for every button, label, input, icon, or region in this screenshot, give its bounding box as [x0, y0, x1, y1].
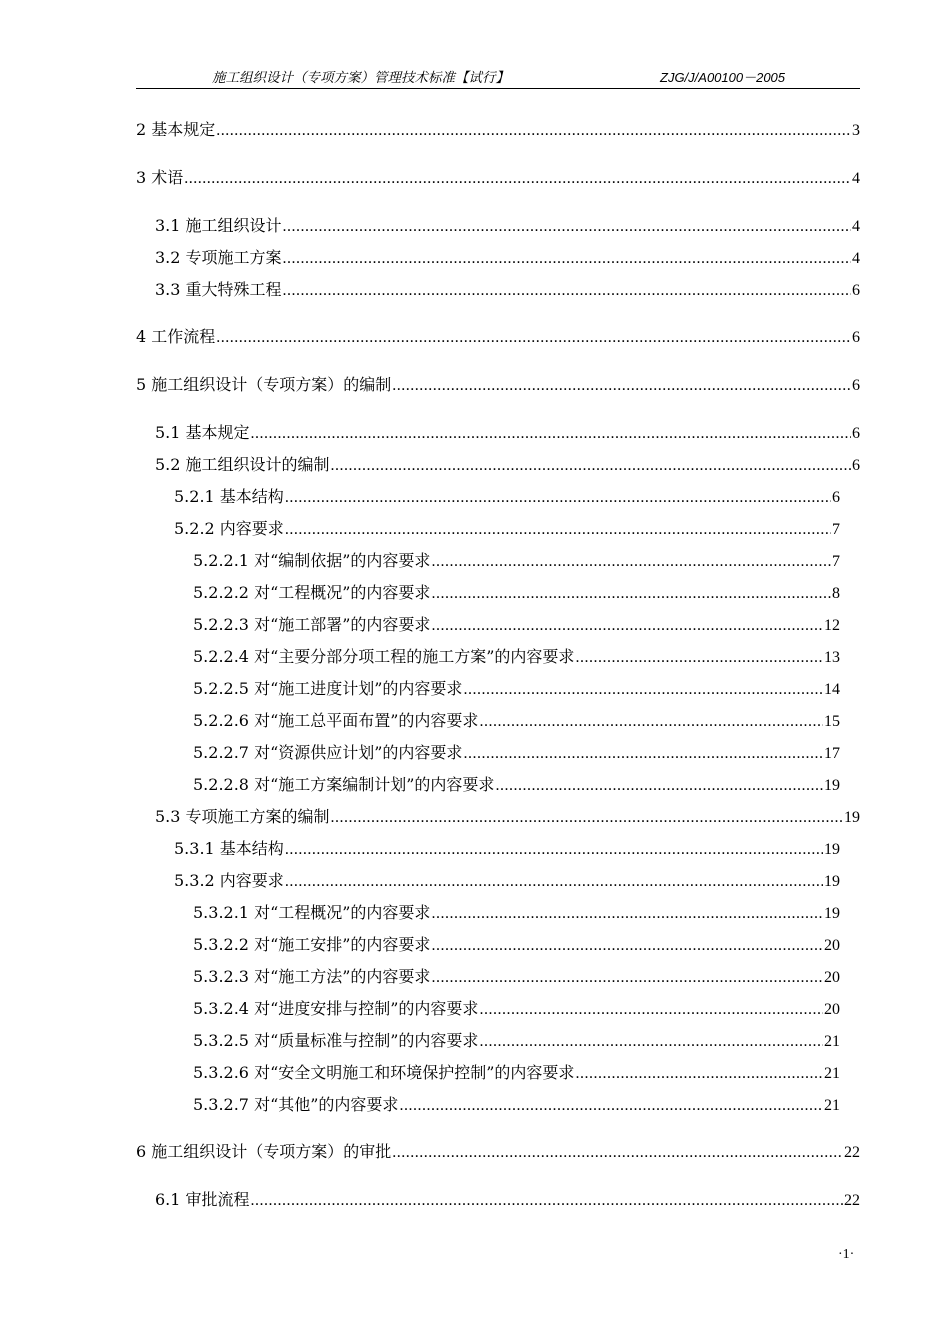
toc-leader-dots	[251, 422, 851, 446]
toc-leader-dots	[285, 870, 823, 894]
toc-entry-label: 6.1 审批流程	[155, 1190, 250, 1209]
toc-leader-dots	[283, 247, 851, 271]
toc-entry-page: 19	[824, 905, 840, 922]
toc-entry-page: 13	[824, 649, 840, 666]
toc-entry-label: 5.3.2.1 对“工程概况”的内容要求	[193, 903, 431, 922]
toc-leader-dots	[431, 582, 831, 606]
toc-entry-page: 19	[824, 777, 840, 794]
toc-entry-page: 3	[852, 122, 860, 139]
toc-entry-5-2-2-3[interactable]	[193, 613, 840, 637]
toc-entry-label: 5.2.2.8 对“施工方案编制计划”的内容要求	[193, 775, 495, 794]
toc-entry-page: 7	[832, 553, 840, 570]
toc-entry-page: 21	[824, 1097, 840, 1114]
toc-entry-page: 22	[844, 1192, 860, 1209]
toc-entry-5-2-2-2[interactable]	[193, 581, 840, 605]
toc-entry-label: 5.3.1 基本结构	[174, 839, 284, 858]
toc-entry-3-1[interactable]	[155, 214, 860, 238]
toc-entry-page: 6	[852, 329, 860, 346]
toc-leader-dots	[431, 614, 823, 638]
toc-entry-page: 6	[832, 489, 840, 506]
toc-entry-5-2-2-8[interactable]	[193, 773, 840, 797]
toc-leader-dots	[431, 934, 823, 958]
toc-entry-label: 5 施工组织设计（专项方案）的编制	[136, 375, 392, 394]
toc-leader-dots	[399, 1094, 823, 1118]
toc-entry-page: 6	[852, 282, 860, 299]
toc-leader-dots	[479, 998, 823, 1022]
toc-entry-label: 5.2.2.4 对“主要分部分项工程的施工方案”的内容要求	[193, 647, 575, 666]
toc-entry-5-3-1[interactable]	[174, 837, 840, 861]
toc-leader-dots	[392, 1141, 843, 1165]
toc-entry-page: 22	[844, 1144, 860, 1161]
toc-leader-dots	[331, 454, 851, 478]
toc-entry-label: 2 基本规定	[136, 120, 216, 139]
toc-entry-page: 6	[852, 457, 860, 474]
toc-entry-label: 3.1 施工组织设计	[155, 216, 282, 235]
toc-leader-dots	[575, 1062, 823, 1086]
toc-entry-5-1[interactable]	[155, 421, 860, 445]
toc-leader-dots	[479, 710, 823, 734]
toc-entry-5-3-2-4[interactable]	[193, 997, 840, 1021]
toc-entry-label: 5.3.2.3 对“施工方法”的内容要求	[193, 967, 431, 986]
header-title: 施工组织设计（专项方案）管理技术标准【试行】	[212, 70, 509, 86]
toc-leader-dots	[331, 806, 843, 830]
toc-entry-page: 15	[824, 713, 840, 730]
toc-leader-dots	[283, 215, 851, 239]
toc-leader-dots	[463, 678, 823, 702]
toc-entry-label: 5.2.1 基本结构	[174, 487, 284, 506]
toc-entry-page: 4	[852, 218, 860, 235]
toc-leader-dots	[431, 966, 823, 990]
toc-leader-dots	[251, 1189, 843, 1213]
toc-entry-page: 19	[844, 809, 860, 826]
toc-entry-label: 5.2.2.2 对“工程概况”的内容要求	[193, 583, 431, 602]
toc-entry-label: 5.3.2 内容要求	[174, 871, 284, 890]
toc-leader-dots	[285, 486, 831, 510]
toc-entry-3-2[interactable]	[155, 246, 860, 270]
toc-entry-page: 8	[832, 585, 840, 602]
toc-entry-5-3-2-1[interactable]	[193, 901, 840, 925]
toc-entry-label: 3.3 重大特殊工程	[155, 280, 282, 299]
toc-leader-dots	[283, 279, 851, 303]
toc-entry-4[interactable]	[136, 325, 860, 349]
toc-entry-label: 5.2.2.5 对“施工进度计划”的内容要求	[193, 679, 463, 698]
toc-leader-dots	[392, 374, 851, 398]
toc-entry-label: 5.3.2.7 对“其他”的内容要求	[193, 1095, 399, 1114]
toc-entry-5-2-1[interactable]	[174, 485, 840, 509]
toc-entry-5-3-2-2[interactable]	[193, 933, 840, 957]
toc-entry-5-3-2-5[interactable]	[193, 1029, 840, 1053]
toc-entry-page: 6	[852, 425, 860, 442]
toc-entry-page: 21	[824, 1033, 840, 1050]
toc-entry-label: 5.2 施工组织设计的编制	[155, 455, 330, 474]
toc-entry-label: 5.3.2.6 对“安全文明施工和环境保护控制”的内容要求	[193, 1063, 575, 1082]
toc-entry-label: 5.2.2.1 对“编制依据”的内容要求	[193, 551, 431, 570]
toc-entry-5-2-2-4[interactable]	[193, 645, 840, 669]
toc-entry-5-2-2-1[interactable]	[193, 549, 840, 573]
toc-entry-page: 7	[832, 521, 840, 538]
toc-leader-dots	[431, 902, 823, 926]
toc-entry-page: 20	[824, 1001, 840, 1018]
toc-leader-dots	[479, 1030, 823, 1054]
toc-entry-5-3-2[interactable]	[174, 869, 840, 893]
toc-entry-page: 17	[824, 745, 840, 762]
toc-entry-6[interactable]	[136, 1140, 860, 1164]
toc-entry-2[interactable]	[136, 118, 860, 142]
toc-entry-page: 20	[824, 937, 840, 954]
toc-entry-label: 3 术语	[136, 168, 184, 187]
toc-entry-3-3[interactable]	[155, 278, 860, 302]
header-code: ZJG/J/A00100－2005	[660, 70, 786, 85]
toc-entry-5-3-2-3[interactable]	[193, 965, 840, 989]
toc-entry-5[interactable]	[136, 373, 860, 397]
toc-leader-dots	[216, 326, 851, 350]
toc-entry-page: 6	[852, 377, 860, 394]
toc-entry-6-1[interactable]	[155, 1188, 860, 1212]
toc-entry-label: 5.3 专项施工方案的编制	[155, 807, 330, 826]
toc-entry-label: 5.1 基本规定	[155, 423, 250, 442]
toc-entry-page: 21	[824, 1065, 840, 1082]
toc-entry-5-2-2-6[interactable]	[193, 709, 840, 733]
toc-leader-dots	[463, 742, 823, 766]
toc-entry-label: 4 工作流程	[136, 327, 216, 346]
toc-entry-label: 5.2.2.6 对“施工总平面布置”的内容要求	[193, 711, 479, 730]
toc-entry-page: 19	[824, 841, 840, 858]
toc-entry-5-2-2-7[interactable]	[193, 741, 840, 765]
toc-leader-dots	[575, 646, 823, 670]
toc-entry-label: 5.2.2.3 对“施工部署”的内容要求	[193, 615, 431, 634]
toc-leader-dots	[285, 518, 831, 542]
toc-entry-page: 4	[852, 250, 860, 267]
toc-entry-5-3-2-6[interactable]	[193, 1061, 840, 1085]
toc-entry-page: 4	[852, 170, 860, 187]
footer-page-number: ·1·	[838, 1247, 855, 1262]
toc-entry-label: 6 施工组织设计（专项方案）的审批	[136, 1142, 392, 1161]
toc-leader-dots	[495, 774, 823, 798]
toc-entry-label: 5.2.2.7 对“资源供应计划”的内容要求	[193, 743, 463, 762]
toc-entry-3[interactable]	[136, 166, 860, 190]
toc-entry-page: 19	[824, 873, 840, 890]
toc-entry-5-2-2-5[interactable]	[193, 677, 840, 701]
page-header	[136, 66, 860, 89]
toc-leader-dots	[184, 167, 851, 191]
toc-entry-page: 14	[824, 681, 840, 698]
toc-entry-5-3-2-7[interactable]	[193, 1093, 840, 1117]
toc-leader-dots	[216, 119, 851, 143]
toc-entry-page: 12	[824, 617, 840, 634]
toc-leader-dots	[431, 550, 831, 574]
toc-entry-label: 5.2.2 内容要求	[174, 519, 284, 538]
toc-entry-label: 5.3.2.2 对“施工安排”的内容要求	[193, 935, 431, 954]
toc-entry-label: 3.2 专项施工方案	[155, 248, 282, 267]
toc-entry-5-2-2[interactable]	[174, 517, 840, 541]
toc-entry-label: 5.3.2.5 对“质量标准与控制”的内容要求	[193, 1031, 479, 1050]
toc-entry-5-2[interactable]	[155, 453, 860, 477]
toc-entry-page: 20	[824, 969, 840, 986]
toc-entry-5-3[interactable]	[155, 805, 860, 829]
toc-leader-dots	[285, 838, 823, 862]
toc-entry-label: 5.3.2.4 对“进度安排与控制”的内容要求	[193, 999, 479, 1018]
